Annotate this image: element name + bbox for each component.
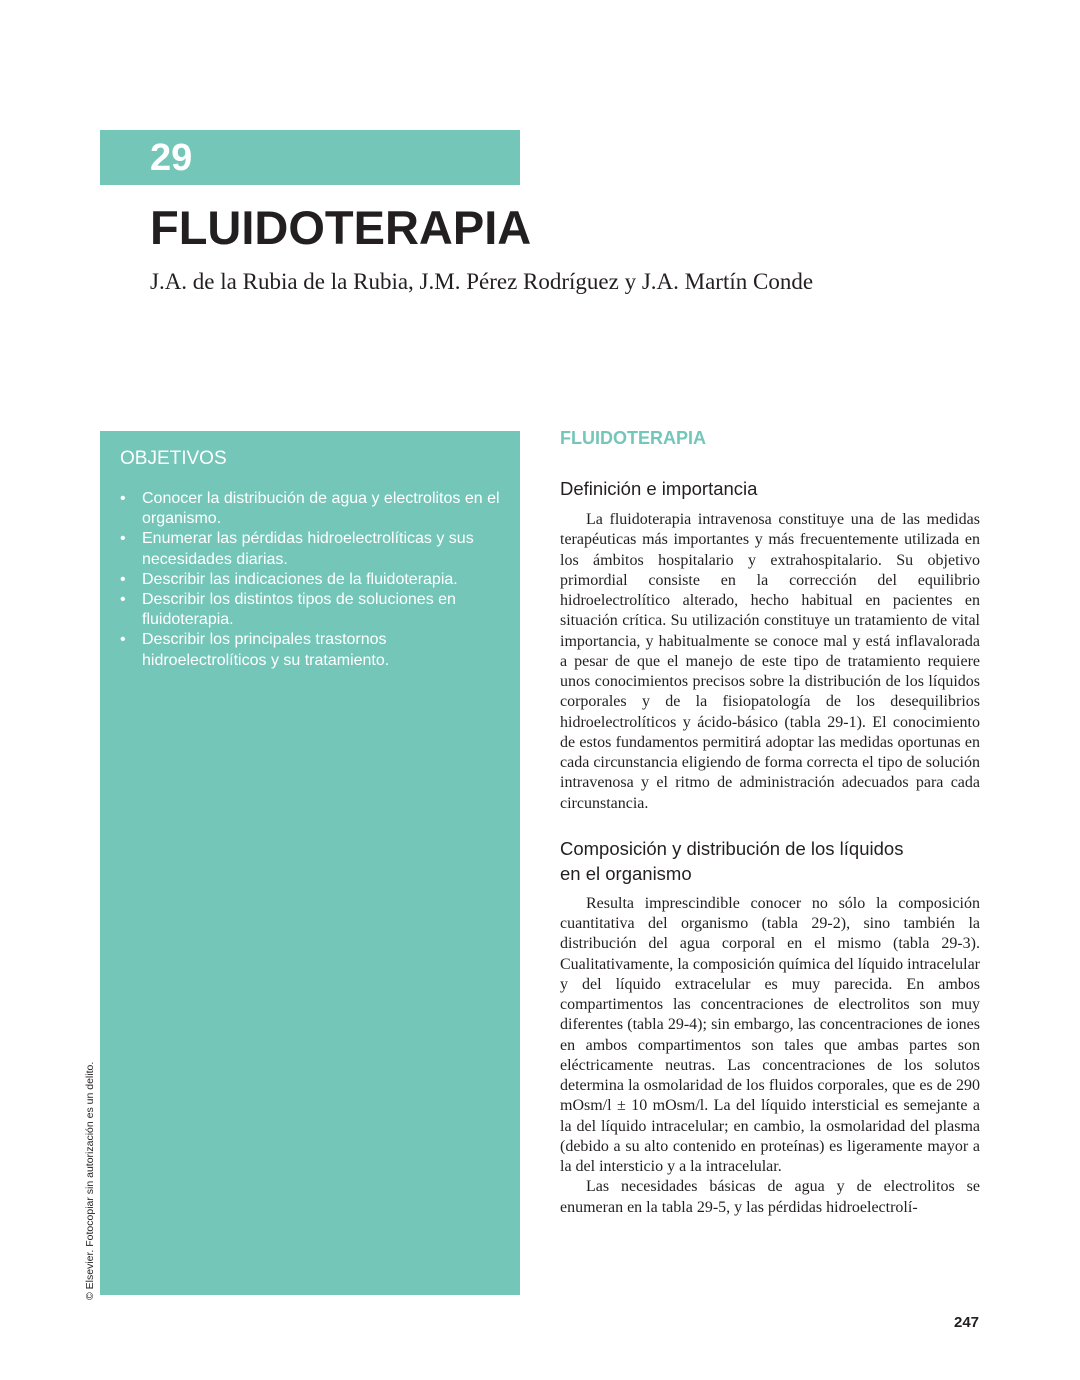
bullet-icon: • xyxy=(120,570,126,588)
paragraph-needs: Las necesidades básicas de agua y de electrolitos se enumeran en la tabla 29-5, y las pérdidas hidroelectrolí- xyxy=(560,1178,980,1216)
objective-text: Enumerar las pérdidas hidroelectrolíticas y sus necesidades diarias. xyxy=(142,530,474,568)
subheading-composition xyxy=(560,836,980,886)
objective-text: Describir los principales trastornos hidroelectrolíticos y su tratamiento. xyxy=(142,631,390,669)
objectives-list xyxy=(120,489,510,671)
chapter-number: 29 xyxy=(150,137,193,179)
main-column xyxy=(560,425,980,1218)
paragraph-definition: La fluidoterapia intravenosa constituye una de las medidas terapéuticas más importantes y más frecuentemente utilizada en los ámbitos hospitalario y extrahospitalario. Su objetivo primordial consiste en la corrección del equilibrio hidroelectrolítico alterado, hecho habitual en pacientes en situación crítica. Su utilización constituye un tratamiento de vital importancia, y habitualmente se conoce mal y está inflavalorada a pesar de que el manejo de este tipo de tratamiento requiere unos conocimientos precisos sobre la distribución de los líquidos corporales y de la fisiopatología de los desequilibrios hidroelectrolíticos y ácido-básico (tabla 29-1). El conocimiento de estos fundamentos permitirá adoptar las medidas oportunas en cada circunstancia eligiendo de forma correcta el tipo de solución intravenosa y el ritmo de administración adecuados para cada circunstancia. xyxy=(560,511,980,812)
objectives-heading: OBJETIVOS xyxy=(120,448,227,469)
objective-text: Conocer la distribución de agua y electrolitos en el organismo. xyxy=(142,490,500,528)
bullet-icon: • xyxy=(120,631,126,649)
objective-item xyxy=(120,590,510,630)
objective-text: Describir los distintos tipos de soluciones en fluidoterapia. xyxy=(142,591,456,629)
chapter-title: FLUIDOTERAPIA xyxy=(150,201,532,254)
subheading-definition: Definición e importancia xyxy=(560,478,758,499)
objective-item xyxy=(120,529,510,569)
copyright-notice: © Elsevier. Fotocopiar sin autorización es un delito. xyxy=(84,1061,96,1300)
objective-item xyxy=(120,489,510,529)
objective-text: Describir las indicaciones de la fluidoterapia. xyxy=(142,570,458,588)
paragraph-composition: Resulta imprescindible conocer no sólo la composición cuantitativa del organismo (tabla 29-2), sino también la distribución del agua corporal en el mismo (tabla 29-3). Cualitativamente, la composición química del líquido intracelular y del líquido extracelular es muy parecida. En ambos compartimentos las concentraciones de electrolitos son muy diferentes (tabla 29-4); sin embargo, las concentraciones de iones en ambos compartimentos son tales que ambas partes son eléctricamente neutras. Las concentraciones de los solutos determina la osmolaridad de los fluidos corporales, que es de 290 mOsm/l ± 10 mOsm/l. La del líquido intersticial es semejante a la del líquido intracelular; en cambio, la osmolaridad del plasma (debido a su alto contenido en proteínas) es ligeramente mayor a la del intersticio y a la intracelular. xyxy=(560,894,980,1175)
objective-item xyxy=(120,630,510,670)
bullet-icon: • xyxy=(120,490,126,507)
page-number: 247 xyxy=(954,1314,980,1331)
authors: J.A. de la Rubia de la Rubia, J.M. Pérez Rodríguez y J.A. Martín Conde xyxy=(150,269,814,294)
subheading-composition-line2: en el organismo xyxy=(560,862,692,884)
section-heading: FLUIDOTERAPIA xyxy=(560,428,706,448)
bullet-icon: • xyxy=(120,591,126,609)
chapter-number-band xyxy=(100,130,520,185)
subheading-composition-line1: Composición y distribución de los líquidos xyxy=(560,837,904,859)
objective-item xyxy=(120,570,510,590)
bullet-icon: • xyxy=(120,530,126,548)
objectives-panel xyxy=(100,431,520,1295)
